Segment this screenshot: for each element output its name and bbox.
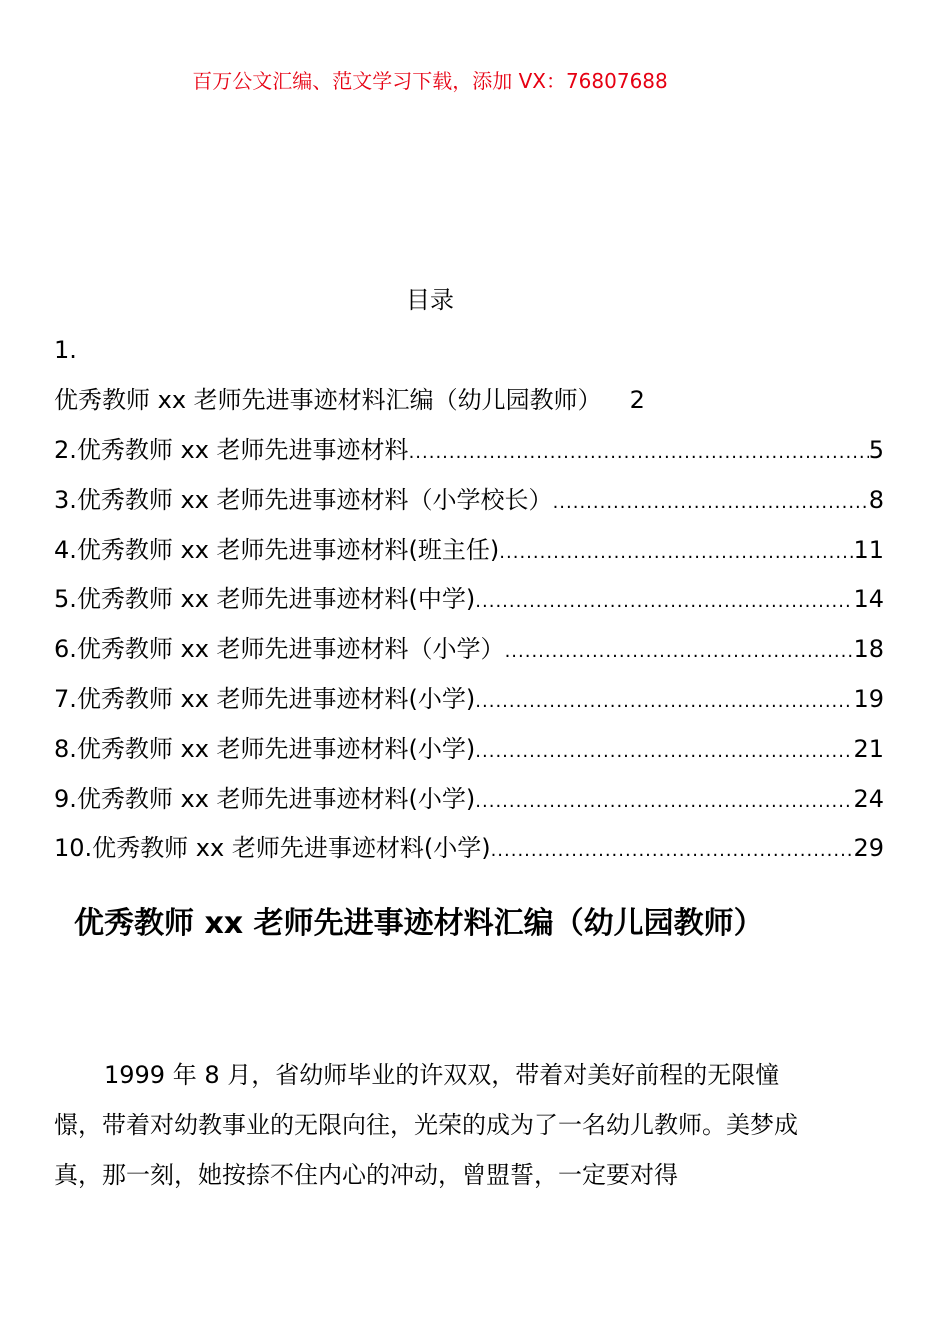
toc-entry-page: 14	[853, 585, 884, 614]
toc-entry-9[interactable]	[54, 783, 884, 833]
toc-entry-page: 2	[629, 386, 645, 414]
toc-leader	[475, 586, 853, 618]
toc-leader	[491, 835, 854, 867]
body-paragraph: 1999 年 8 月，省幼师毕业的许双双，带着对美好前程的无限憧憬，带着对幼教事业的无限向往，光荣的成为了一名幼儿教师。美梦成真，那一刻，她按捺不住内心的冲动，曾盟誓，一定要对得	[54, 1061, 798, 1189]
toc-leader	[505, 636, 854, 668]
toc-entry-page: 11	[853, 535, 884, 564]
toc-entry-5[interactable]	[54, 583, 884, 633]
header-note: 百万公文汇编、范文学习下载，添加 VX：76807688	[192, 69, 668, 93]
toc-entry-6[interactable]	[54, 633, 884, 683]
toc-entry-label: 9.优秀教师 xx 老师先进事迹材料(小学)	[54, 784, 476, 813]
toc-list	[54, 434, 884, 882]
toc-entry-label: 8.优秀教师 xx 老师先进事迹材料(小学)	[54, 734, 476, 763]
toc-entry-1-number[interactable]: 1.	[54, 336, 77, 364]
toc-entry-label: 10.优秀教师 xx 老师先进事迹材料(小学)	[54, 834, 491, 863]
toc-leader	[499, 537, 853, 569]
toc-entry-page: 19	[853, 684, 884, 713]
toc-entry-page: 24	[853, 784, 884, 813]
toc-entry-8[interactable]	[54, 733, 884, 783]
toc-entry-label: 优秀教师 xx 老师先进事迹材料汇编（幼儿园教师）	[54, 386, 602, 414]
toc-entry-page: 5	[868, 436, 884, 464]
toc-entry-label: 2.优秀教师 xx 老师先进事迹材料	[54, 436, 409, 464]
toc-entry-label: 7.优秀教师 xx 老师先进事迹材料(小学)	[54, 684, 476, 713]
toc-entry-2[interactable]	[54, 434, 884, 484]
toc-entry-label: 3.优秀教师 xx 老师先进事迹材料（小学校长）	[54, 485, 553, 514]
toc-entry-page: 8	[868, 485, 884, 514]
toc-entry-page: 18	[853, 635, 884, 664]
toc-title: 目录	[406, 286, 454, 314]
toc-entry-1[interactable]	[54, 384, 645, 416]
toc-entry-page: 29	[853, 834, 884, 863]
toc-leader	[475, 686, 853, 718]
toc-leader	[553, 487, 869, 519]
toc-entry-3[interactable]	[54, 484, 884, 534]
toc-entry-label: 5.优秀教师 xx 老师先进事迹材料(中学)	[54, 585, 476, 614]
toc-entry-label: 4.优秀教师 xx 老师先进事迹材料(班主任)	[54, 535, 500, 564]
toc-leader	[475, 786, 853, 818]
toc-leader	[475, 736, 853, 768]
toc-entry-label: 6.优秀教师 xx 老师先进事迹材料（小学）	[54, 635, 505, 664]
toc-entry-10[interactable]	[54, 832, 884, 882]
toc-entry-4[interactable]	[54, 534, 884, 584]
toc-entry-page: 21	[853, 734, 884, 763]
toc-entry-7[interactable]	[54, 683, 884, 733]
toc-leader	[409, 437, 869, 469]
section-heading: 优秀教师 xx 老师先进事迹材料汇编（幼儿园教师）	[74, 906, 764, 941]
